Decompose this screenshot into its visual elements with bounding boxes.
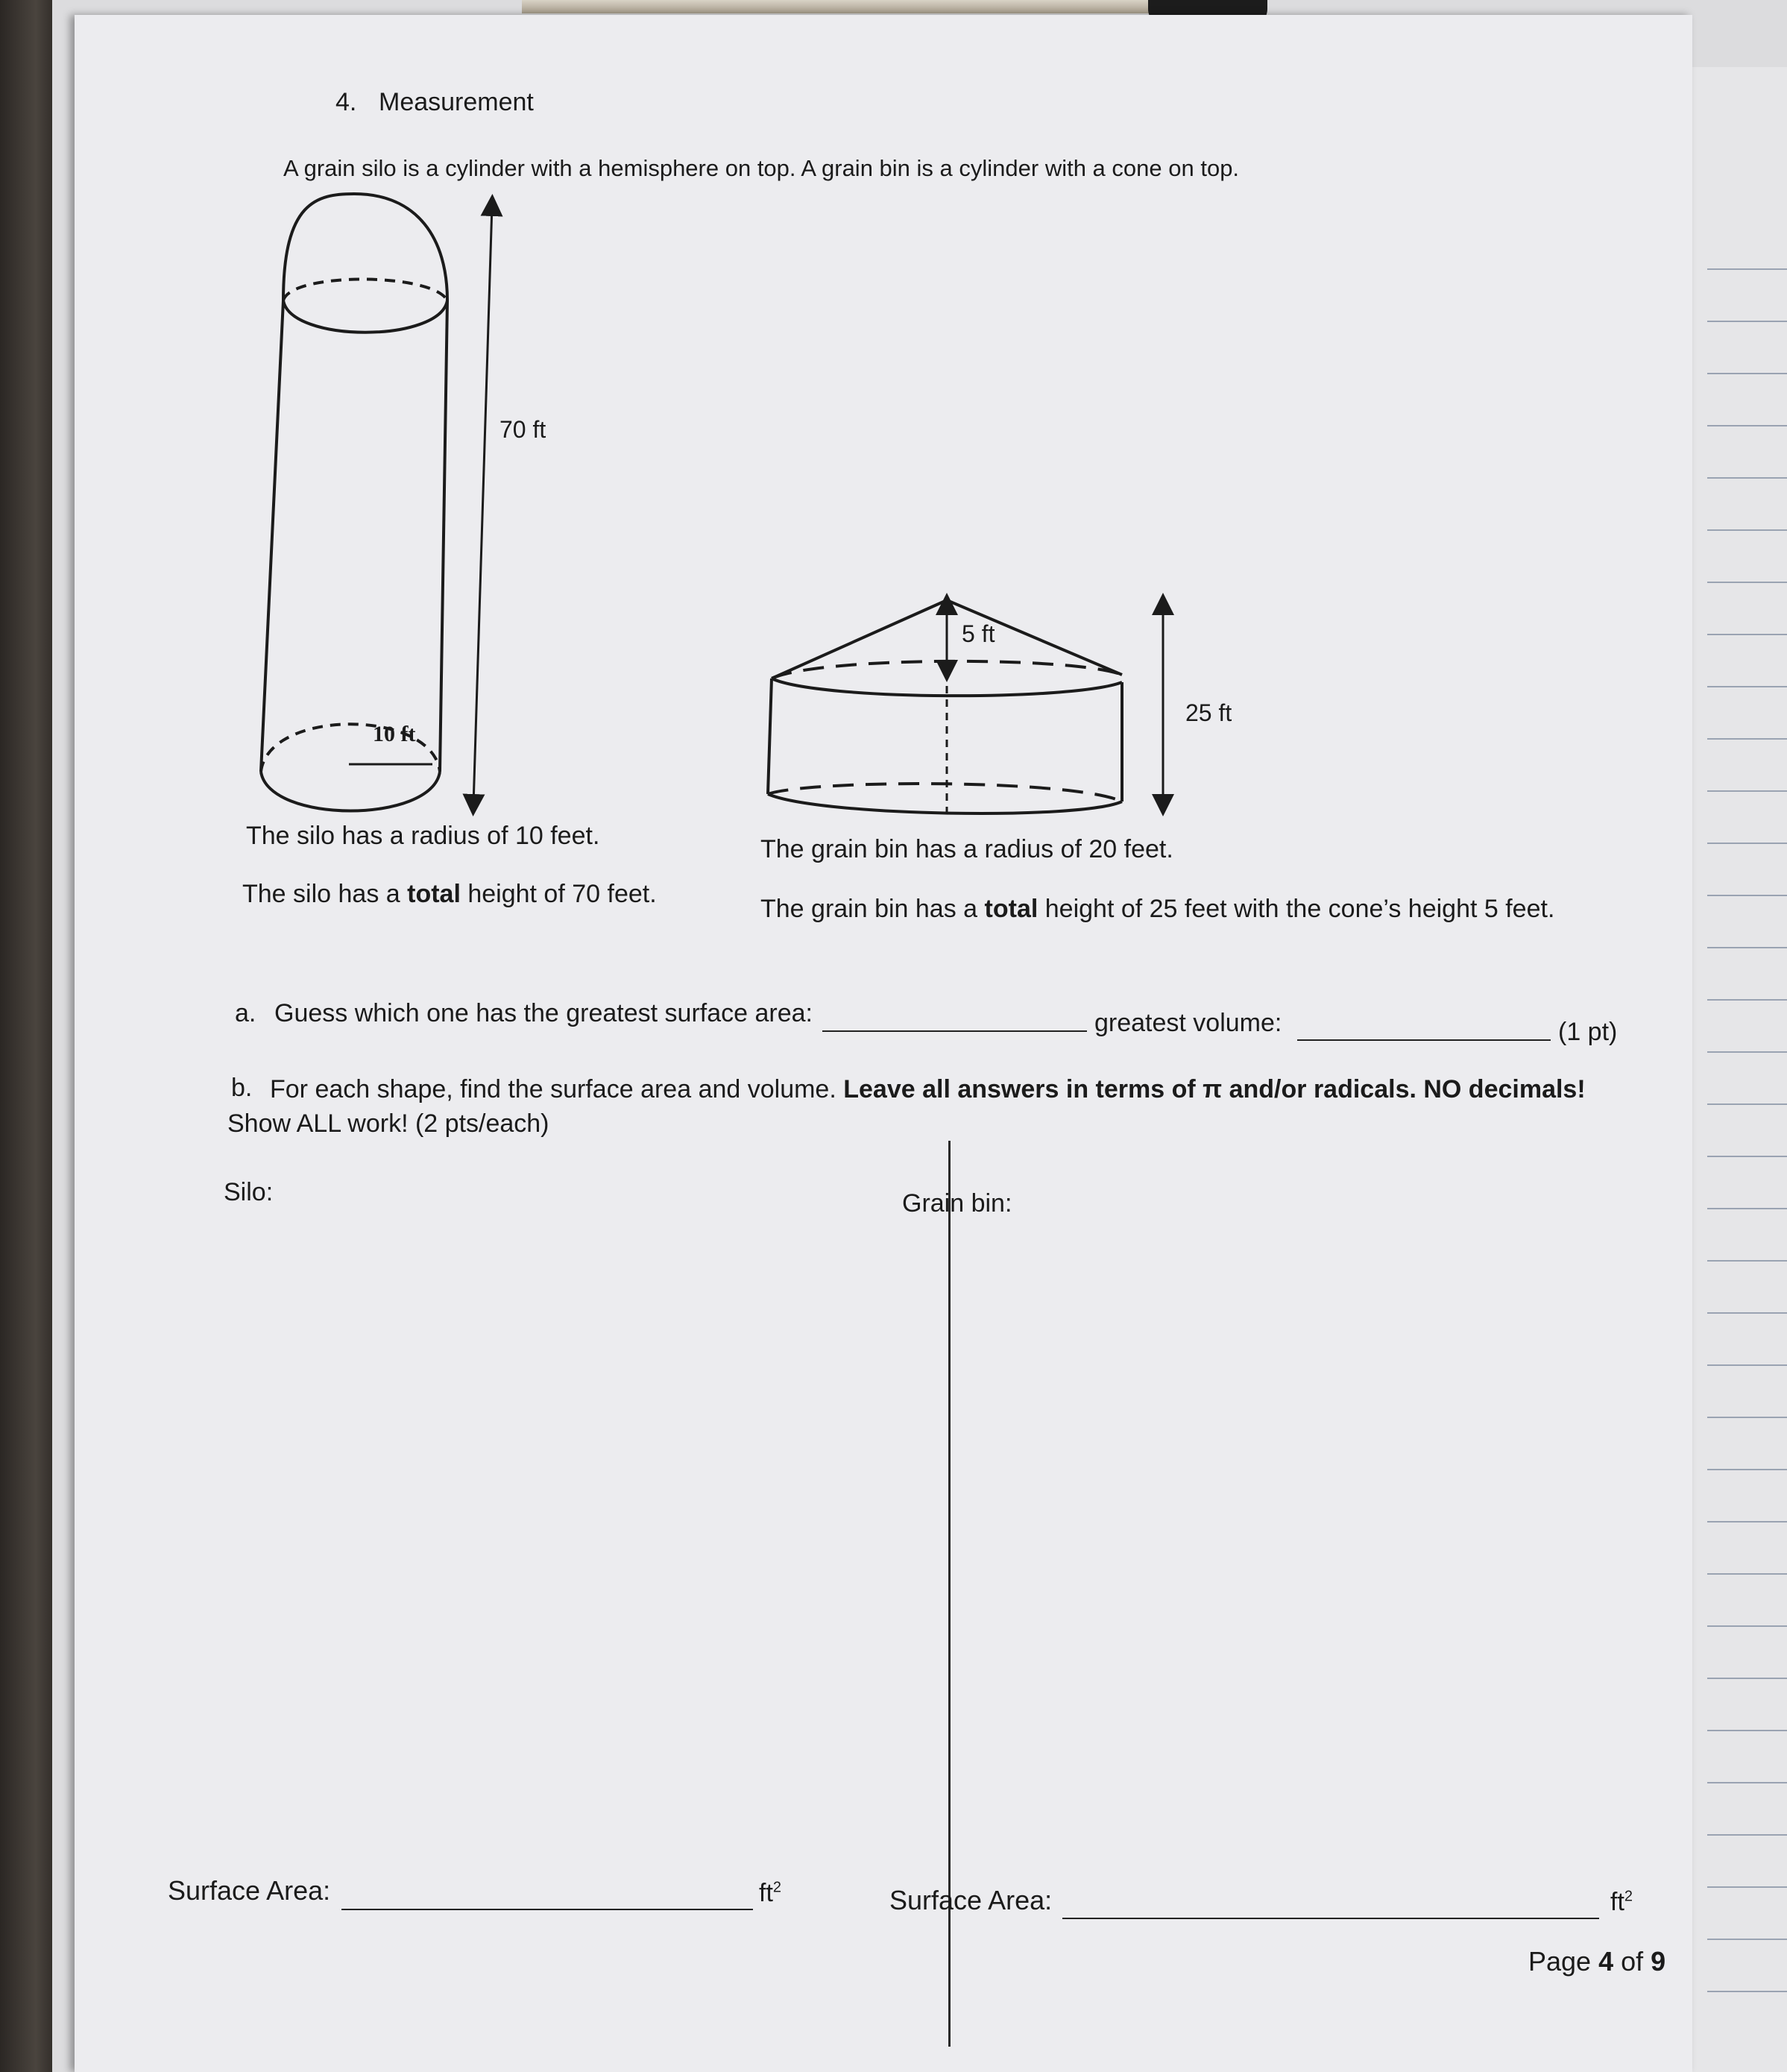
- part-a-points: (1 pt): [1558, 1018, 1618, 1046]
- part-b-line2: Show ALL work! (2 pts/each): [227, 1109, 549, 1138]
- problem-title: Measurement: [379, 88, 534, 116]
- bin-height-fact: The grain bin has a total height of 25 feet with the cone’s height 5 feet.: [760, 895, 1555, 923]
- silo-surface-area-answer-line[interactable]: [341, 1909, 753, 1910]
- problem-intro: A grain silo is a cylinder with a hemisphere on top. A grain bin is a cylinder with a cone on top.: [283, 155, 1240, 181]
- silo-radius-fact: The silo has a radius of 10 feet.: [246, 822, 600, 850]
- silo-surface-area-label: Surface Area:: [168, 1875, 331, 1906]
- greatest-volume-answer-line[interactable]: [1297, 1039, 1551, 1041]
- silo-height-label: 70 ft: [499, 416, 546, 443]
- page-number: Page 4 of 9: [1528, 1946, 1666, 1977]
- grain-bin-work-label: Grain bin:: [902, 1189, 1012, 1218]
- worksheet-page: [75, 15, 1692, 2072]
- part-a-surface-prompt: Guess which one has the greatest surface area:: [274, 999, 813, 1027]
- clipboard-clip-bar: [522, 0, 1163, 13]
- bin-radius-fact: The grain bin has a radius of 20 feet.: [760, 835, 1173, 863]
- part-b-instructions: For each shape, find the surface area and volume. Leave all answers in terms of π and/or radicals. NO decimals!: [270, 1075, 1586, 1103]
- figures-diagram: [75, 15, 1692, 910]
- silo-surface-area-unit: $ft^2$: [759, 1879, 782, 1907]
- part-a-volume-prompt: greatest volume:: [1094, 1009, 1282, 1037]
- bin-height-label: 25 ft: [1185, 699, 1232, 726]
- silo-height-fact: The silo has a total height of 70 feet.: [242, 880, 657, 908]
- bin-surface-area-unit: $ft^2$: [1610, 1888, 1633, 1916]
- clipboard-edge: [0, 0, 60, 2072]
- part-a-label: a.: [235, 999, 256, 1027]
- problem-number: 4.: [335, 88, 357, 116]
- silo-work-label: Silo:: [224, 1178, 274, 1206]
- silo-figure: [261, 194, 447, 811]
- silo-height-arrow: [473, 205, 492, 805]
- bin-surface-area-answer-line[interactable]: [1062, 1918, 1599, 1919]
- greatest-surface-area-answer-line[interactable]: [822, 1030, 1087, 1032]
- bin-surface-area-label: Surface Area:: [889, 1885, 1053, 1915]
- cone-height-label: 5 ft: [962, 620, 995, 647]
- grain-bin-figure: [768, 600, 1122, 813]
- silo-radius-label: 10 ft: [373, 722, 416, 746]
- part-b-label: b.: [231, 1074, 253, 1102]
- lined-paper-sheet: [1677, 67, 1787, 2072]
